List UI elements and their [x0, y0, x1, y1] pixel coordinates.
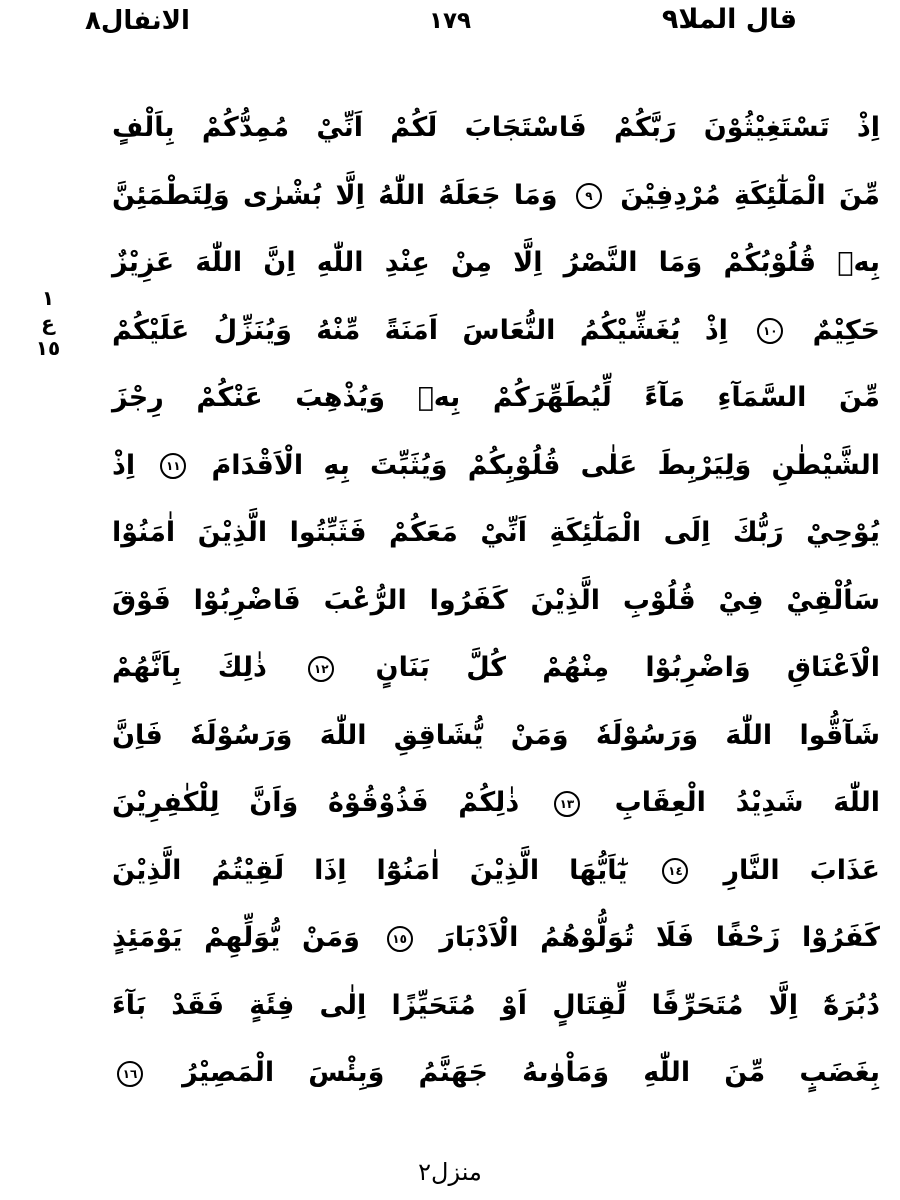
- ayah-text: شَآقُّوا اللّٰهَ وَرَسُوْلَهٗ وَمَنْ يُّشَاقِقِ اللّٰهَ وَرَسُوْلَهٗ فَاِنَّ: [112, 719, 880, 751]
- ruku-number-top: ١: [41, 286, 55, 310]
- quran-line: [112, 162, 880, 230]
- ayah-text: وَمَنْ يُّوَلِّهِمْ يَوْمَئِذٍ: [112, 922, 360, 953]
- verse-end-marker: ١٢: [308, 656, 334, 682]
- verse-end-marker: ١١: [160, 453, 186, 479]
- verse-end-marker: ١٠: [757, 318, 783, 344]
- ayah-text: سَاُلْقِيْ فِيْ قُلُوْبِ الَّذِيْنَ كَفَرُوا الرُّعْبَ فَاضْرِبُوْا فَوْقَ: [112, 584, 880, 616]
- ayah-text: اِذْ يُغَشِّيْكُمُ النُّعَاسَ اَمَنَةً مِّنْهُ وَيُنَزِّلُ عَلَيْكُمْ: [112, 314, 728, 346]
- ayah-text: الْاَعْنَاقِ وَاضْرِبُوْا مِنْهُمْ كُلَّ بَنَانٍ: [375, 652, 881, 683]
- quran-line: [112, 972, 880, 1040]
- ayah-text: اِذْ تَسْتَغِيْثُوْنَ رَبَّكُمْ فَاسْتَجَابَ لَكُمْ اَنِّيْ مُمِدُّكُمْ بِاَلْفٍ: [112, 112, 880, 143]
- verse-end-marker: ٩: [576, 183, 602, 209]
- manzil-footer: [0, 1158, 900, 1186]
- verse-end-marker: ١٥: [387, 926, 413, 952]
- quran-line: [112, 702, 880, 770]
- ruku-margin-marker: [24, 286, 72, 361]
- ayah-text: عَذَابَ النَّارِ: [723, 854, 880, 886]
- quran-line: [112, 229, 880, 297]
- quran-line: [112, 432, 880, 500]
- ayah-text: اللّٰهَ شَدِيْدُ الْعِقَابِ: [614, 787, 880, 818]
- ayah-text: مِّنَ الْمَلٰٓئِكَةِ مُرْدِفِيْنَ: [620, 179, 881, 211]
- ruku-ain-symbol: ع: [41, 311, 55, 335]
- page-number: ١٧٩: [428, 8, 472, 34]
- quran-line: [112, 567, 880, 635]
- ayah-text: حَكِيْمٌ: [812, 314, 880, 346]
- manzil-label: منزل٢: [418, 1158, 482, 1186]
- quran-line: [112, 769, 880, 837]
- ayah-text: كَفَرُوْا زَحْفًا فَلَا تُوَلُّوْهُمُ الْاَدْبَارَ: [439, 922, 881, 953]
- verse-end-marker: ١٣: [554, 791, 580, 817]
- quran-text-block: [112, 94, 880, 1107]
- ayah-text: الشَّيْطٰنِ وَلِيَرْبِطَ عَلٰى قُلُوْبِكُمْ وَيُثَبِّتَ بِهِ الْاَقْدَامَ: [211, 449, 880, 481]
- ayah-text: يٰٓاَيُّهَا الَّذِيْنَ اٰمَنُوْٓا اِذَا لَقِيْتُمُ الَّذِيْنَ: [112, 854, 628, 886]
- quran-line: [112, 634, 880, 702]
- ruku-number-bottom: ١٥: [35, 336, 61, 360]
- ayah-text: دُبُرَهٗٓ اِلَّا مُتَحَرِّفًا لِّقِتَالٍ اَوْ مُتَحَيِّزًا اِلٰى فِئَةٍ فَقَدْ بَآءَ: [112, 989, 880, 1021]
- quran-line: [112, 297, 880, 365]
- quran-line: [112, 94, 880, 162]
- ayah-text: ذٰلِكُمْ فَذُوْقُوْهُ وَاَنَّ لِلْكٰفِرِيْنَ: [112, 787, 520, 818]
- ayah-text: اِذْ: [112, 449, 136, 481]
- ayah-text: وَمَا جَعَلَهُ اللّٰهُ اِلَّا بُشْرٰى وَلِتَطْمَئِنَّ: [112, 179, 558, 211]
- verse-end-marker: ١٤: [662, 858, 688, 884]
- quran-line: [112, 837, 880, 905]
- ayah-text: بِغَضَبٍ مِّنَ اللّٰهِ وَمَاْوٰىهُ جَهَنَّمُ وَبِئْسَ الْمَصِيْرُ: [182, 1057, 880, 1088]
- ayah-text: بِهٖ قُلُوْبُكُمْ وَمَا النَّصْرُ اِلَّا مِنْ عِنْدِ اللّٰهِ اِنَّ اللّٰهَ عَزِيْزٌ: [112, 247, 880, 278]
- verse-end-marker: ١٦: [117, 1061, 143, 1087]
- quran-line: [112, 499, 880, 567]
- quran-line: [112, 364, 880, 432]
- juz-name-label: قال الملا٩: [661, 4, 797, 35]
- quran-line: [112, 904, 880, 972]
- ayah-text: مِّنَ السَّمَآءِ مَآءً لِّيُطَهِّرَكُمْ بِهٖ وَيُذْهِبَ عَنْكُمْ رِجْزَ: [112, 382, 880, 413]
- quran-line: [112, 1039, 880, 1107]
- ayah-text: ذٰلِكَ بِاَنَّهُمْ: [112, 652, 267, 683]
- surah-name-label: الانفال٨: [85, 6, 190, 36]
- ayah-text: يُوْحِيْ رَبُّكَ اِلَى الْمَلٰٓئِكَةِ اَنِّيْ مَعَكُمْ فَثَبِّتُوا الَّذِيْنَ اٰمَنُوْا: [112, 517, 880, 548]
